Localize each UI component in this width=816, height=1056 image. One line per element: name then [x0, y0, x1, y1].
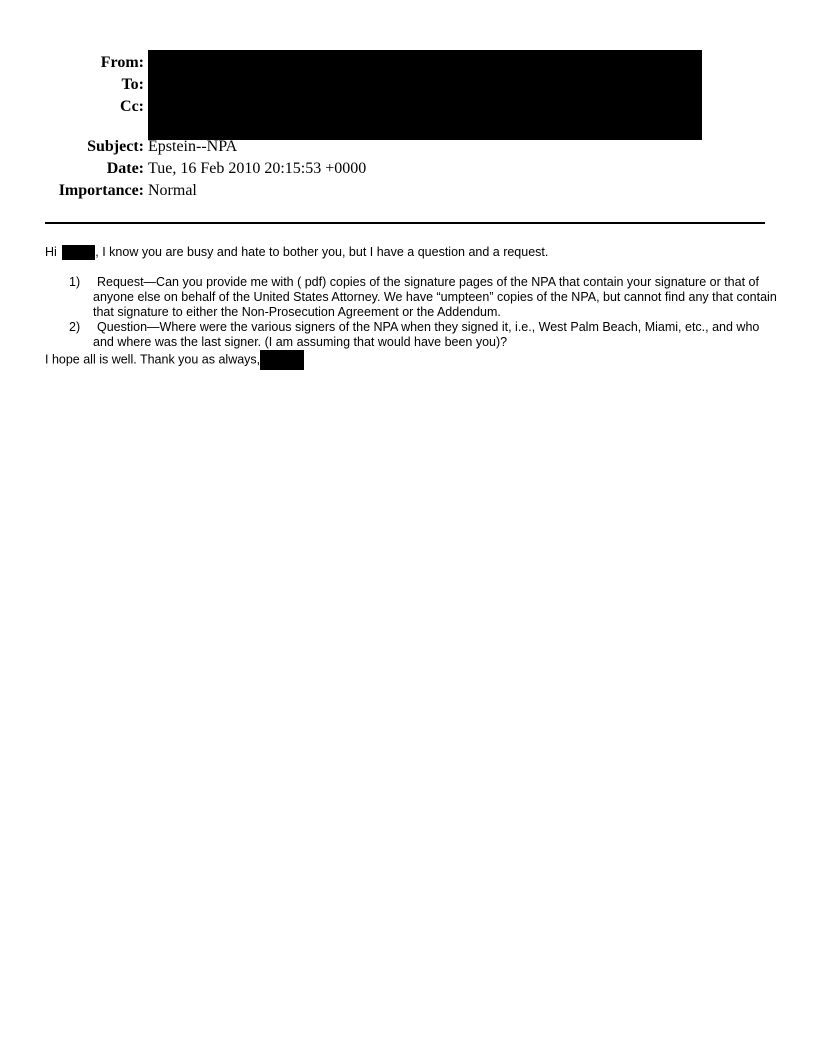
item-2-text: Question—Where were the various signers of the NPA when they signed it, i.e., West Palm Beach, Miami, etc., and who and where was the last signer. (I am assuming that would have been you)? [93, 320, 760, 349]
greeting-line [45, 245, 548, 260]
importance-label: Importance: [58, 182, 144, 199]
greeting-rest: , I know you are busy and hate to bother you, but I have a question and a request. [95, 245, 549, 259]
importance-value: Normal [148, 182, 197, 199]
cc-label: Cc: [120, 98, 144, 115]
subject-value: Epstein--NPA [148, 138, 238, 155]
to-label: To: [121, 76, 144, 93]
header-redaction-block [148, 50, 702, 140]
signature-redaction [260, 350, 304, 370]
item-1-text: Request—Can you provide me with ( pdf) copies of the signature pages of the NPA that contain your signature or that of anyone else on behalf of the United States Attorney. We have “umpteen” copies of the NPA, but cannot find any that contain that signature to either the Non-Prosecution Agreement or the Addendum. [93, 275, 777, 319]
from-label: From: [100, 54, 144, 71]
item-1-number: 1) [69, 275, 81, 289]
name-redaction [62, 245, 95, 260]
closing-line [45, 350, 304, 370]
subject-label: Subject: [87, 138, 144, 155]
closing-text: I hope all is well. Thank you as always, [45, 352, 261, 367]
header-divider [45, 222, 765, 224]
date-value: Tue, 16 Feb 2010 20:15:53 +0000 [148, 160, 367, 177]
item-2-number: 2) [69, 320, 81, 334]
greeting-prefix: Hi [45, 245, 61, 259]
date-label: Date: [106, 160, 144, 177]
